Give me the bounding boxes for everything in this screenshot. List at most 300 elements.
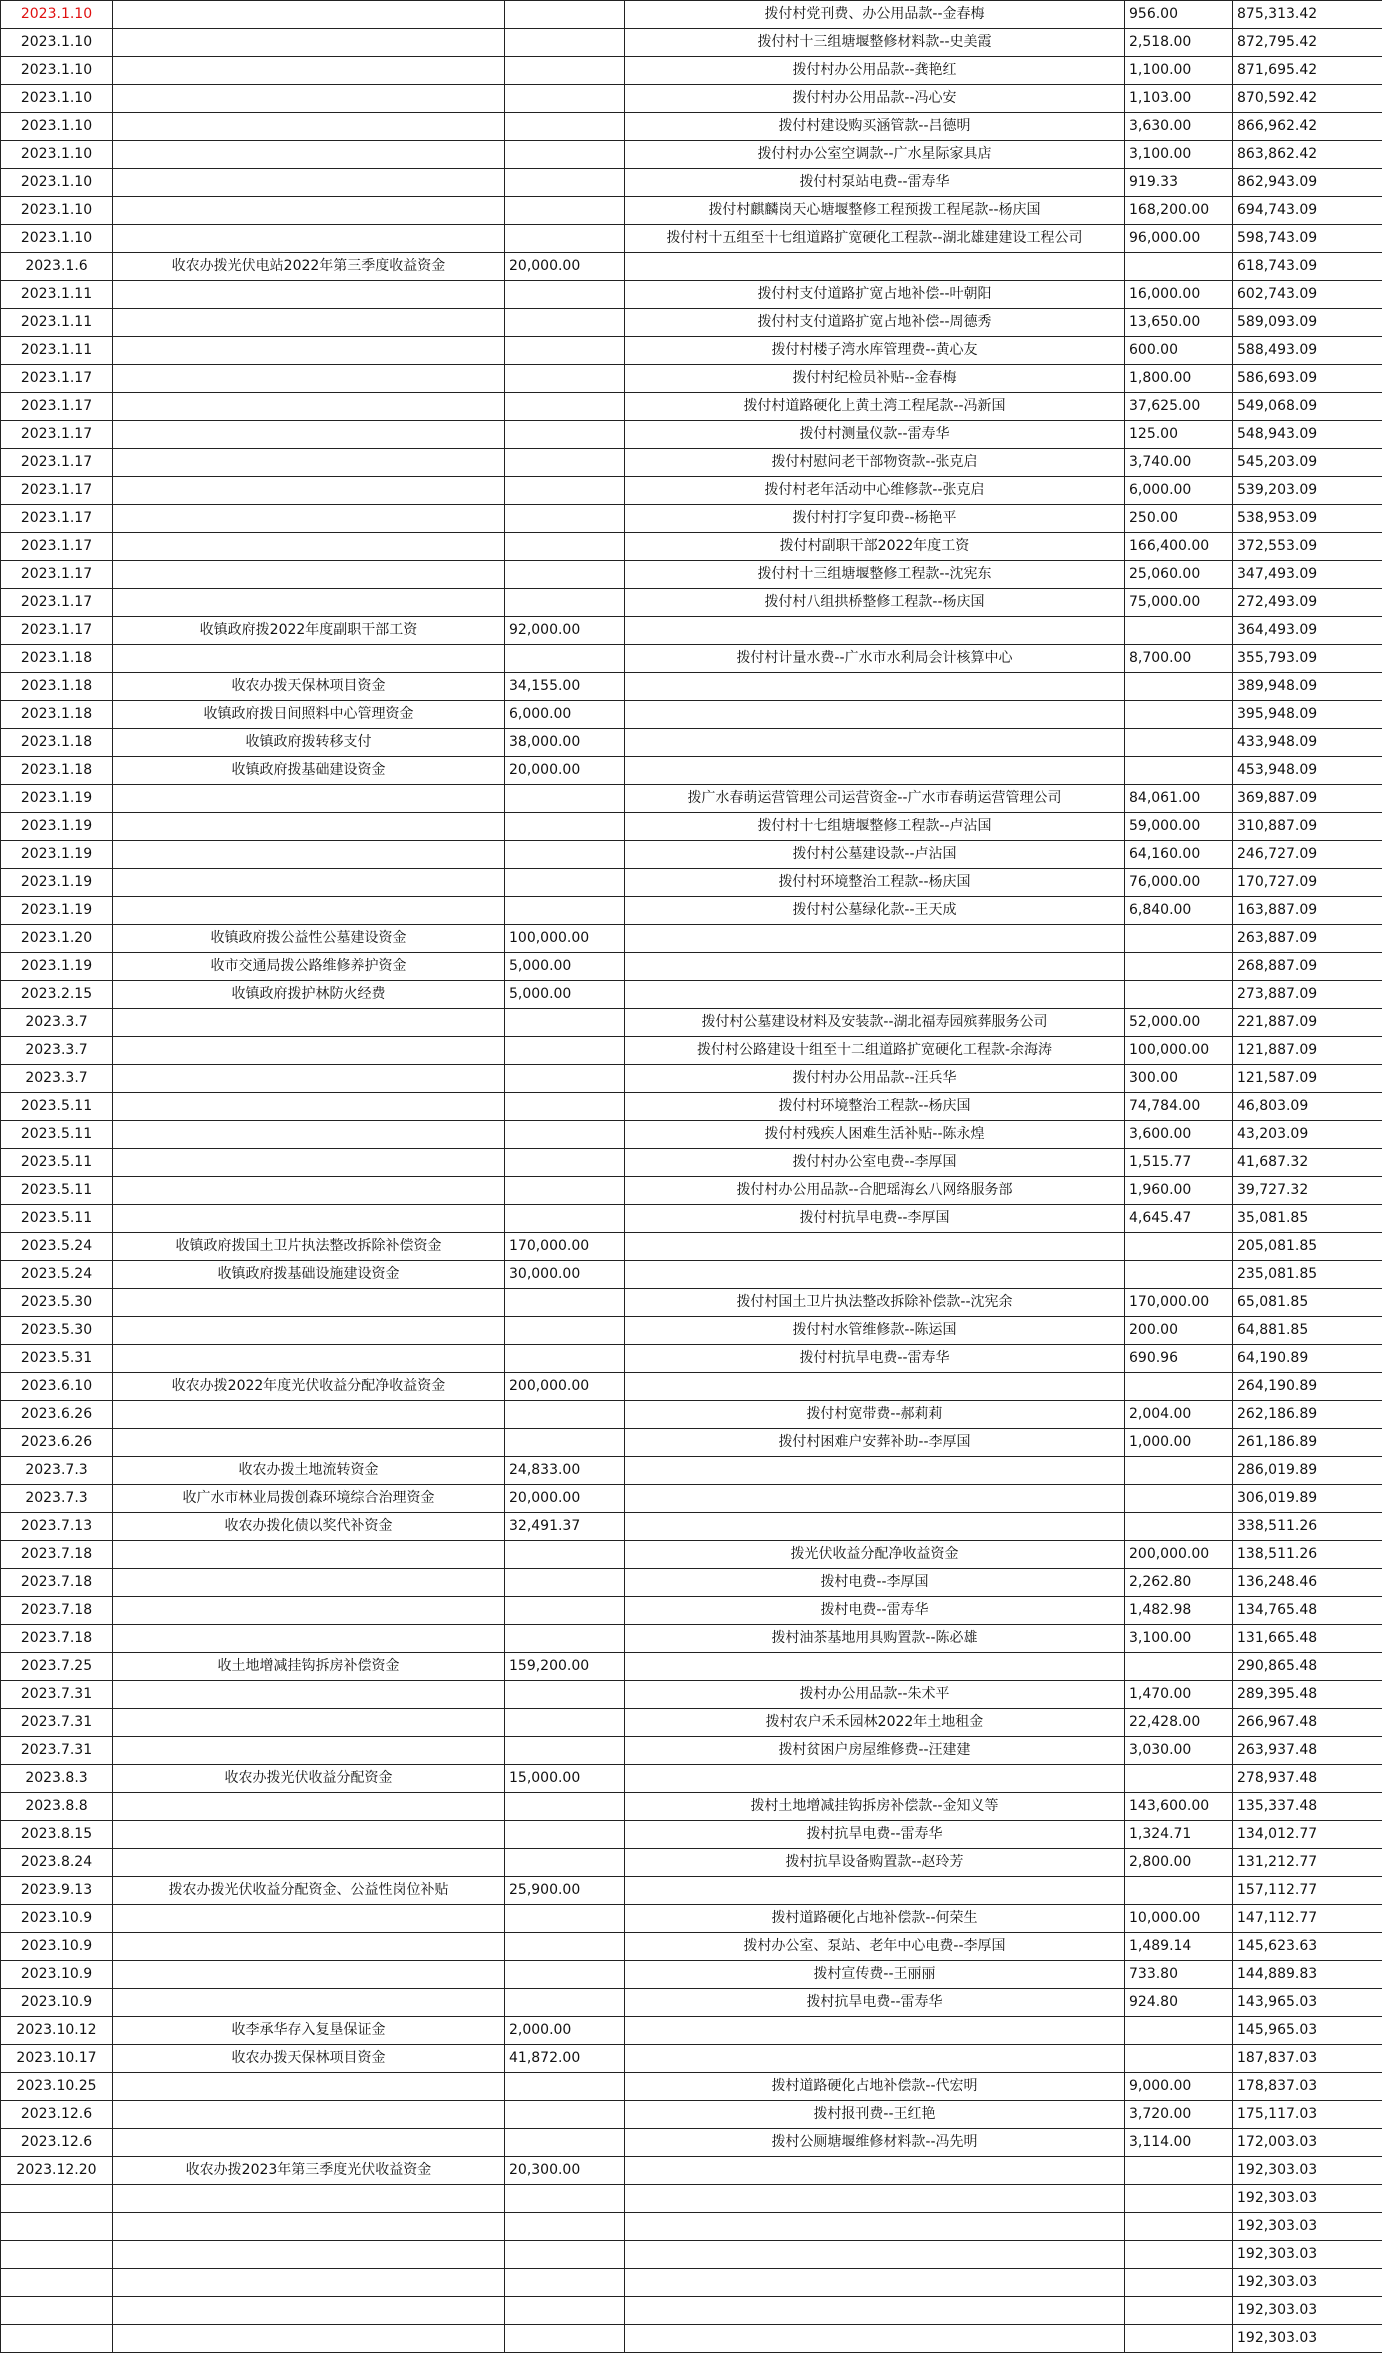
date-cell: 2023.1.19	[1, 953, 113, 981]
balance-cell: 389,948.09	[1233, 673, 1382, 701]
income-description-cell	[113, 1905, 505, 1933]
expense-amount-cell: 3,100.00	[1125, 141, 1233, 169]
date-cell: 2023.1.10	[1, 225, 113, 253]
expense-description-cell: 拨付村办公用品款--合肥瑶海幺八网络服务部	[625, 1177, 1125, 1205]
income-description-cell	[113, 2101, 505, 2129]
income-description-cell	[113, 1065, 505, 1093]
expense-amount-cell	[1125, 2297, 1233, 2325]
income-amount-cell	[505, 197, 625, 225]
income-description-cell: 收农办拨天保林项目资金	[113, 2045, 505, 2073]
table-row	[1, 589, 1382, 617]
income-description-cell	[113, 29, 505, 57]
income-description-cell	[113, 869, 505, 897]
balance-cell: 135,337.48	[1233, 1793, 1382, 1821]
date-cell	[1, 2325, 113, 2353]
date-cell: 2023.1.11	[1, 309, 113, 337]
income-amount-cell	[505, 1289, 625, 1317]
income-amount-cell	[505, 1317, 625, 1345]
date-cell: 2023.1.18	[1, 701, 113, 729]
table-row	[1, 2017, 1382, 2045]
income-description-cell	[113, 1597, 505, 1625]
income-amount-cell	[505, 2241, 625, 2269]
income-description-cell: 收镇政府拨转移支付	[113, 729, 505, 757]
expense-description-cell	[625, 1513, 1125, 1541]
expense-description-cell: 拨付村办公用品款--汪兵华	[625, 1065, 1125, 1093]
table-row	[1, 2129, 1382, 2157]
expense-description-cell: 拨付村公墓绿化款--王天成	[625, 897, 1125, 925]
date-cell: 2023.12.20	[1, 2157, 113, 2185]
income-amount-cell	[505, 225, 625, 253]
expense-amount-cell	[1125, 673, 1233, 701]
balance-cell: 121,887.09	[1233, 1037, 1382, 1065]
expense-description-cell	[625, 757, 1125, 785]
date-cell: 2023.1.17	[1, 449, 113, 477]
expense-description-cell: 拨付村公墓建设材料及安装款--湖北福寿园殡葬服务公司	[625, 1009, 1125, 1037]
income-amount-cell	[505, 1121, 625, 1149]
income-description-cell	[113, 533, 505, 561]
income-description-cell	[113, 1, 505, 29]
income-amount-cell: 34,155.00	[505, 673, 625, 701]
expense-description-cell: 拨村公厕塘堰维修材料款--冯先明	[625, 2129, 1125, 2157]
balance-cell: 157,112.77	[1233, 1877, 1382, 1905]
date-cell: 2023.10.9	[1, 1933, 113, 1961]
date-cell: 2023.7.25	[1, 1653, 113, 1681]
expense-description-cell: 拨村油茶基地用具购置款--陈必雄	[625, 1625, 1125, 1653]
table-row	[1, 1961, 1382, 1989]
income-description-cell	[113, 1961, 505, 1989]
income-amount-cell	[505, 1821, 625, 1849]
expense-description-cell: 拨付村抗旱电费--雷寿华	[625, 1345, 1125, 1373]
expense-description-cell: 拨付村测量仪款--雷寿华	[625, 421, 1125, 449]
balance-cell: 286,019.89	[1233, 1457, 1382, 1485]
balance-cell: 192,303.03	[1233, 2241, 1382, 2269]
expense-amount-cell: 3,740.00	[1125, 449, 1233, 477]
income-description-cell	[113, 1709, 505, 1737]
expense-amount-cell: 1,800.00	[1125, 365, 1233, 393]
income-description-cell: 收镇政府拨公益性公墓建设资金	[113, 925, 505, 953]
expense-description-cell: 拨付村环境整治工程款--杨庆国	[625, 869, 1125, 897]
date-cell	[1, 2269, 113, 2297]
income-description-cell	[113, 561, 505, 589]
income-description-cell: 收镇政府拨基础设施建设资金	[113, 1261, 505, 1289]
table-row	[1, 981, 1382, 1009]
table-row	[1, 617, 1382, 645]
table-row	[1, 1401, 1382, 1429]
expense-amount-cell: 2,518.00	[1125, 29, 1233, 57]
expense-description-cell	[625, 1485, 1125, 1513]
expense-description-cell	[625, 2269, 1125, 2297]
balance-cell: 145,965.03	[1233, 2017, 1382, 2045]
ledger-body	[1, 1, 1382, 2353]
expense-amount-cell: 2,800.00	[1125, 1849, 1233, 1877]
table-row	[1, 813, 1382, 841]
balance-cell: 273,887.09	[1233, 981, 1382, 1009]
balance-cell: 144,889.83	[1233, 1961, 1382, 1989]
expense-amount-cell	[1125, 1877, 1233, 1905]
income-amount-cell	[505, 2325, 625, 2353]
income-amount-cell	[505, 785, 625, 813]
table-row	[1, 2185, 1382, 2213]
table-row	[1, 1009, 1382, 1037]
income-description-cell	[113, 113, 505, 141]
balance-cell: 618,743.09	[1233, 253, 1382, 281]
table-row	[1, 1513, 1382, 1541]
expense-amount-cell	[1125, 1513, 1233, 1541]
date-cell: 2023.10.9	[1, 1989, 113, 2017]
expense-description-cell: 拨村抗旱电费--雷寿华	[625, 1821, 1125, 1849]
income-description-cell	[113, 2269, 505, 2297]
balance-cell: 65,081.85	[1233, 1289, 1382, 1317]
table-row	[1, 337, 1382, 365]
expense-description-cell: 拨付村打字复印费--杨艳平	[625, 505, 1125, 533]
expense-amount-cell: 52,000.00	[1125, 1009, 1233, 1037]
balance-cell: 192,303.03	[1233, 2269, 1382, 2297]
table-row	[1, 869, 1382, 897]
expense-amount-cell	[1125, 1261, 1233, 1289]
balance-cell: 338,511.26	[1233, 1513, 1382, 1541]
income-amount-cell: 24,833.00	[505, 1457, 625, 1485]
expense-amount-cell: 690.96	[1125, 1345, 1233, 1373]
income-description-cell	[113, 2297, 505, 2325]
expense-description-cell: 拨付村老年活动中心维修款--张克启	[625, 477, 1125, 505]
balance-cell: 372,553.09	[1233, 533, 1382, 561]
income-amount-cell	[505, 2073, 625, 2101]
income-amount-cell: 170,000.00	[505, 1233, 625, 1261]
income-amount-cell	[505, 29, 625, 57]
income-description-cell	[113, 1009, 505, 1037]
income-description-cell: 收镇政府拨国土卫片执法整改拆除补偿资金	[113, 1233, 505, 1261]
date-cell	[1, 2185, 113, 2213]
date-cell: 2023.1.18	[1, 673, 113, 701]
table-row	[1, 1177, 1382, 1205]
balance-cell: 39,727.32	[1233, 1177, 1382, 1205]
expense-amount-cell	[1125, 2269, 1233, 2297]
table-row	[1, 2213, 1382, 2241]
income-description-cell	[113, 1541, 505, 1569]
income-amount-cell	[505, 2213, 625, 2241]
expense-description-cell	[625, 2157, 1125, 2185]
balance-cell: 598,743.09	[1233, 225, 1382, 253]
table-row	[1, 281, 1382, 309]
balance-cell: 453,948.09	[1233, 757, 1382, 785]
balance-cell: 262,186.89	[1233, 1401, 1382, 1429]
expense-description-cell: 拨村抗旱电费--雷寿华	[625, 1989, 1125, 2017]
income-amount-cell	[505, 869, 625, 897]
date-cell: 2023.3.7	[1, 1037, 113, 1065]
table-row	[1, 1793, 1382, 1821]
table-row	[1, 1597, 1382, 1625]
income-description-cell	[113, 2129, 505, 2157]
balance-cell: 192,303.03	[1233, 2185, 1382, 2213]
expense-description-cell: 拨村电费--雷寿华	[625, 1597, 1125, 1625]
table-row	[1, 1849, 1382, 1877]
income-description-cell	[113, 2241, 505, 2269]
income-amount-cell	[505, 841, 625, 869]
balance-cell: 145,623.63	[1233, 1933, 1382, 1961]
expense-amount-cell: 75,000.00	[1125, 589, 1233, 617]
date-cell: 2023.1.19	[1, 813, 113, 841]
income-description-cell	[113, 225, 505, 253]
table-row	[1, 421, 1382, 449]
date-cell: 2023.1.19	[1, 785, 113, 813]
expense-description-cell	[625, 2213, 1125, 2241]
table-row	[1, 393, 1382, 421]
expense-description-cell: 拨付村公墓建设款--卢沾国	[625, 841, 1125, 869]
table-row	[1, 309, 1382, 337]
income-description-cell	[113, 589, 505, 617]
expense-description-cell	[625, 729, 1125, 757]
expense-description-cell: 拨付村宽带费--郝莉莉	[625, 1401, 1125, 1429]
date-cell: 2023.1.10	[1, 113, 113, 141]
date-cell: 2023.9.13	[1, 1877, 113, 1905]
expense-description-cell: 拨付村支付道路扩宽占地补偿--周德秀	[625, 309, 1125, 337]
income-description-cell	[113, 1569, 505, 1597]
expense-description-cell	[625, 953, 1125, 981]
income-description-cell	[113, 1989, 505, 2017]
expense-amount-cell	[1125, 1653, 1233, 1681]
income-description-cell	[113, 1177, 505, 1205]
balance-cell: 347,493.09	[1233, 561, 1382, 589]
income-amount-cell	[505, 1037, 625, 1065]
income-amount-cell	[505, 393, 625, 421]
date-cell: 2023.1.18	[1, 645, 113, 673]
income-description-cell: 收农办拨化债以奖代补资金	[113, 1513, 505, 1541]
balance-cell: 121,587.09	[1233, 1065, 1382, 1093]
table-row	[1, 673, 1382, 701]
table-row	[1, 897, 1382, 925]
income-amount-cell: 159,200.00	[505, 1653, 625, 1681]
balance-cell: 221,887.09	[1233, 1009, 1382, 1037]
table-row	[1, 757, 1382, 785]
balance-cell: 264,190.89	[1233, 1373, 1382, 1401]
balance-cell: 289,395.48	[1233, 1681, 1382, 1709]
income-description-cell	[113, 477, 505, 505]
table-row	[1, 113, 1382, 141]
expense-description-cell: 拨广水春萌运营管理公司运营资金--广水市春萌运营管理公司	[625, 785, 1125, 813]
income-description-cell	[113, 1401, 505, 1429]
expense-description-cell: 拨村办公用品款--朱术平	[625, 1681, 1125, 1709]
expense-amount-cell: 1,000.00	[1125, 1429, 1233, 1457]
date-cell: 2023.1.17	[1, 421, 113, 449]
expense-amount-cell: 924.80	[1125, 1989, 1233, 2017]
income-description-cell: 收市交通局拨公路维修养护资金	[113, 953, 505, 981]
income-amount-cell	[505, 1961, 625, 1989]
income-amount-cell	[505, 1569, 625, 1597]
balance-cell: 395,948.09	[1233, 701, 1382, 729]
expense-amount-cell	[1125, 757, 1233, 785]
expense-description-cell: 拨付村建设购买涵管款--吕德明	[625, 113, 1125, 141]
date-cell: 2023.1.17	[1, 533, 113, 561]
income-description-cell: 收镇政府拨护林防火经费	[113, 981, 505, 1009]
income-amount-cell	[505, 309, 625, 337]
balance-cell: 147,112.77	[1233, 1905, 1382, 1933]
balance-cell: 136,248.46	[1233, 1569, 1382, 1597]
expense-amount-cell: 170,000.00	[1125, 1289, 1233, 1317]
expense-amount-cell: 919.33	[1125, 169, 1233, 197]
balance-cell: 64,190.89	[1233, 1345, 1382, 1373]
expense-amount-cell: 6,840.00	[1125, 897, 1233, 925]
date-cell: 2023.10.17	[1, 2045, 113, 2073]
balance-cell: 545,203.09	[1233, 449, 1382, 477]
balance-cell: 134,765.48	[1233, 1597, 1382, 1625]
balance-cell: 205,081.85	[1233, 1233, 1382, 1261]
income-amount-cell	[505, 1177, 625, 1205]
income-amount-cell	[505, 1709, 625, 1737]
expense-amount-cell: 200,000.00	[1125, 1541, 1233, 1569]
date-cell: 2023.7.31	[1, 1681, 113, 1709]
income-amount-cell	[505, 169, 625, 197]
income-amount-cell: 15,000.00	[505, 1765, 625, 1793]
expense-amount-cell: 1,489.14	[1125, 1933, 1233, 1961]
expense-amount-cell: 1,482.98	[1125, 1597, 1233, 1625]
income-description-cell	[113, 1121, 505, 1149]
income-amount-cell: 6,000.00	[505, 701, 625, 729]
expense-description-cell: 拨村贫困户房屋维修费--汪建建	[625, 1737, 1125, 1765]
table-row	[1, 1737, 1382, 1765]
income-description-cell	[113, 841, 505, 869]
date-cell: 2023.1.17	[1, 589, 113, 617]
table-row	[1, 1569, 1382, 1597]
date-cell: 2023.12.6	[1, 2129, 113, 2157]
date-cell: 2023.10.12	[1, 2017, 113, 2045]
date-cell: 2023.5.30	[1, 1317, 113, 1345]
expense-amount-cell	[1125, 2045, 1233, 2073]
table-row	[1, 2325, 1382, 2353]
expense-description-cell: 拨村抗旱设备购置款--赵玲芳	[625, 1849, 1125, 1877]
table-row	[1, 85, 1382, 113]
income-amount-cell	[505, 1401, 625, 1429]
date-cell: 2023.5.11	[1, 1121, 113, 1149]
date-cell: 2023.8.24	[1, 1849, 113, 1877]
expense-amount-cell	[1125, 2241, 1233, 2269]
expense-description-cell	[625, 253, 1125, 281]
table-row	[1, 1317, 1382, 1345]
date-cell: 2023.5.31	[1, 1345, 113, 1373]
income-amount-cell	[505, 2101, 625, 2129]
expense-amount-cell: 8,700.00	[1125, 645, 1233, 673]
table-row	[1, 1877, 1382, 1905]
income-description-cell	[113, 2213, 505, 2241]
income-description-cell	[113, 2073, 505, 2101]
expense-amount-cell: 3,720.00	[1125, 2101, 1233, 2129]
expense-description-cell: 拨付村办公用品款--龚艳红	[625, 57, 1125, 85]
date-cell: 2023.1.19	[1, 869, 113, 897]
balance-cell: 43,203.09	[1233, 1121, 1382, 1149]
income-description-cell	[113, 449, 505, 477]
balance-cell: 272,493.09	[1233, 589, 1382, 617]
income-description-cell	[113, 1793, 505, 1821]
expense-amount-cell	[1125, 1233, 1233, 1261]
income-amount-cell: 100,000.00	[505, 925, 625, 953]
balance-cell: 178,837.03	[1233, 2073, 1382, 2101]
income-amount-cell	[505, 1009, 625, 1037]
date-cell: 2023.1.10	[1, 57, 113, 85]
expense-description-cell: 拨付村副职干部2022年度工资	[625, 533, 1125, 561]
balance-cell: 138,511.26	[1233, 1541, 1382, 1569]
expense-description-cell: 拨村报刊费--王红艳	[625, 2101, 1125, 2129]
income-description-cell	[113, 1037, 505, 1065]
expense-description-cell: 拨付村十七组塘堰整修工程款--卢沾国	[625, 813, 1125, 841]
expense-description-cell: 拨付村麒麟岗天心塘堰整修工程预拨工程尾款--杨庆国	[625, 197, 1125, 225]
date-cell: 2023.1.17	[1, 365, 113, 393]
expense-amount-cell	[1125, 925, 1233, 953]
table-row	[1, 1709, 1382, 1737]
expense-amount-cell: 22,428.00	[1125, 1709, 1233, 1737]
expense-amount-cell: 3,630.00	[1125, 113, 1233, 141]
table-row	[1, 29, 1382, 57]
table-row	[1, 505, 1382, 533]
income-description-cell	[113, 197, 505, 225]
table-row	[1, 1681, 1382, 1709]
expense-description-cell: 拨付村计量水费--广水市水利局会计核算中心	[625, 645, 1125, 673]
date-cell: 2023.5.11	[1, 1205, 113, 1233]
income-amount-cell	[505, 2129, 625, 2157]
expense-amount-cell: 100,000.00	[1125, 1037, 1233, 1065]
income-amount-cell	[505, 421, 625, 449]
expense-amount-cell: 13,650.00	[1125, 309, 1233, 337]
income-description-cell: 收农办拨2022年度光伏收益分配净收益资金	[113, 1373, 505, 1401]
expense-description-cell: 拨付村残疾人困难生活补贴--陈永煌	[625, 1121, 1125, 1149]
income-amount-cell: 200,000.00	[505, 1373, 625, 1401]
income-description-cell: 收镇政府拨日间照料中心管理资金	[113, 701, 505, 729]
balance-cell: 266,967.48	[1233, 1709, 1382, 1737]
date-cell: 2023.10.9	[1, 1961, 113, 1989]
balance-cell: 355,793.09	[1233, 645, 1382, 673]
income-amount-cell	[505, 813, 625, 841]
balance-cell: 538,953.09	[1233, 505, 1382, 533]
date-cell: 2023.1.11	[1, 337, 113, 365]
balance-cell: 866,962.42	[1233, 113, 1382, 141]
expense-amount-cell	[1125, 253, 1233, 281]
table-row	[1, 1345, 1382, 1373]
expense-amount-cell: 10,000.00	[1125, 1905, 1233, 1933]
income-description-cell	[113, 1625, 505, 1653]
balance-cell: 589,093.09	[1233, 309, 1382, 337]
expense-amount-cell: 84,061.00	[1125, 785, 1233, 813]
balance-cell: 46,803.09	[1233, 1093, 1382, 1121]
income-description-cell	[113, 1821, 505, 1849]
income-amount-cell	[505, 2269, 625, 2297]
income-description-cell: 收李承华存入复垦保证金	[113, 2017, 505, 2045]
balance-cell: 310,887.09	[1233, 813, 1382, 841]
date-cell: 2023.8.15	[1, 1821, 113, 1849]
income-amount-cell	[505, 337, 625, 365]
income-description-cell	[113, 1849, 505, 1877]
expense-description-cell	[625, 617, 1125, 645]
balance-cell: 35,081.85	[1233, 1205, 1382, 1233]
table-row	[1, 169, 1382, 197]
expense-amount-cell: 250.00	[1125, 505, 1233, 533]
table-row	[1, 1905, 1382, 1933]
income-description-cell	[113, 2185, 505, 2213]
table-row	[1, 1093, 1382, 1121]
income-amount-cell: 20,000.00	[505, 253, 625, 281]
expense-amount-cell	[1125, 981, 1233, 1009]
income-amount-cell	[505, 897, 625, 925]
expense-description-cell: 拨付村十三组塘堰整修材料款--史美霞	[625, 29, 1125, 57]
table-row	[1, 925, 1382, 953]
date-cell: 2023.1.10	[1, 85, 113, 113]
table-row	[1, 1289, 1382, 1317]
date-cell: 2023.1.10	[1, 169, 113, 197]
balance-cell: 433,948.09	[1233, 729, 1382, 757]
income-description-cell: 收镇政府拨基础建设资金	[113, 757, 505, 785]
table-row	[1, 2101, 1382, 2129]
table-row	[1, 2073, 1382, 2101]
balance-cell: 548,943.09	[1233, 421, 1382, 449]
expense-amount-cell: 59,000.00	[1125, 813, 1233, 841]
table-row	[1, 1065, 1382, 1093]
